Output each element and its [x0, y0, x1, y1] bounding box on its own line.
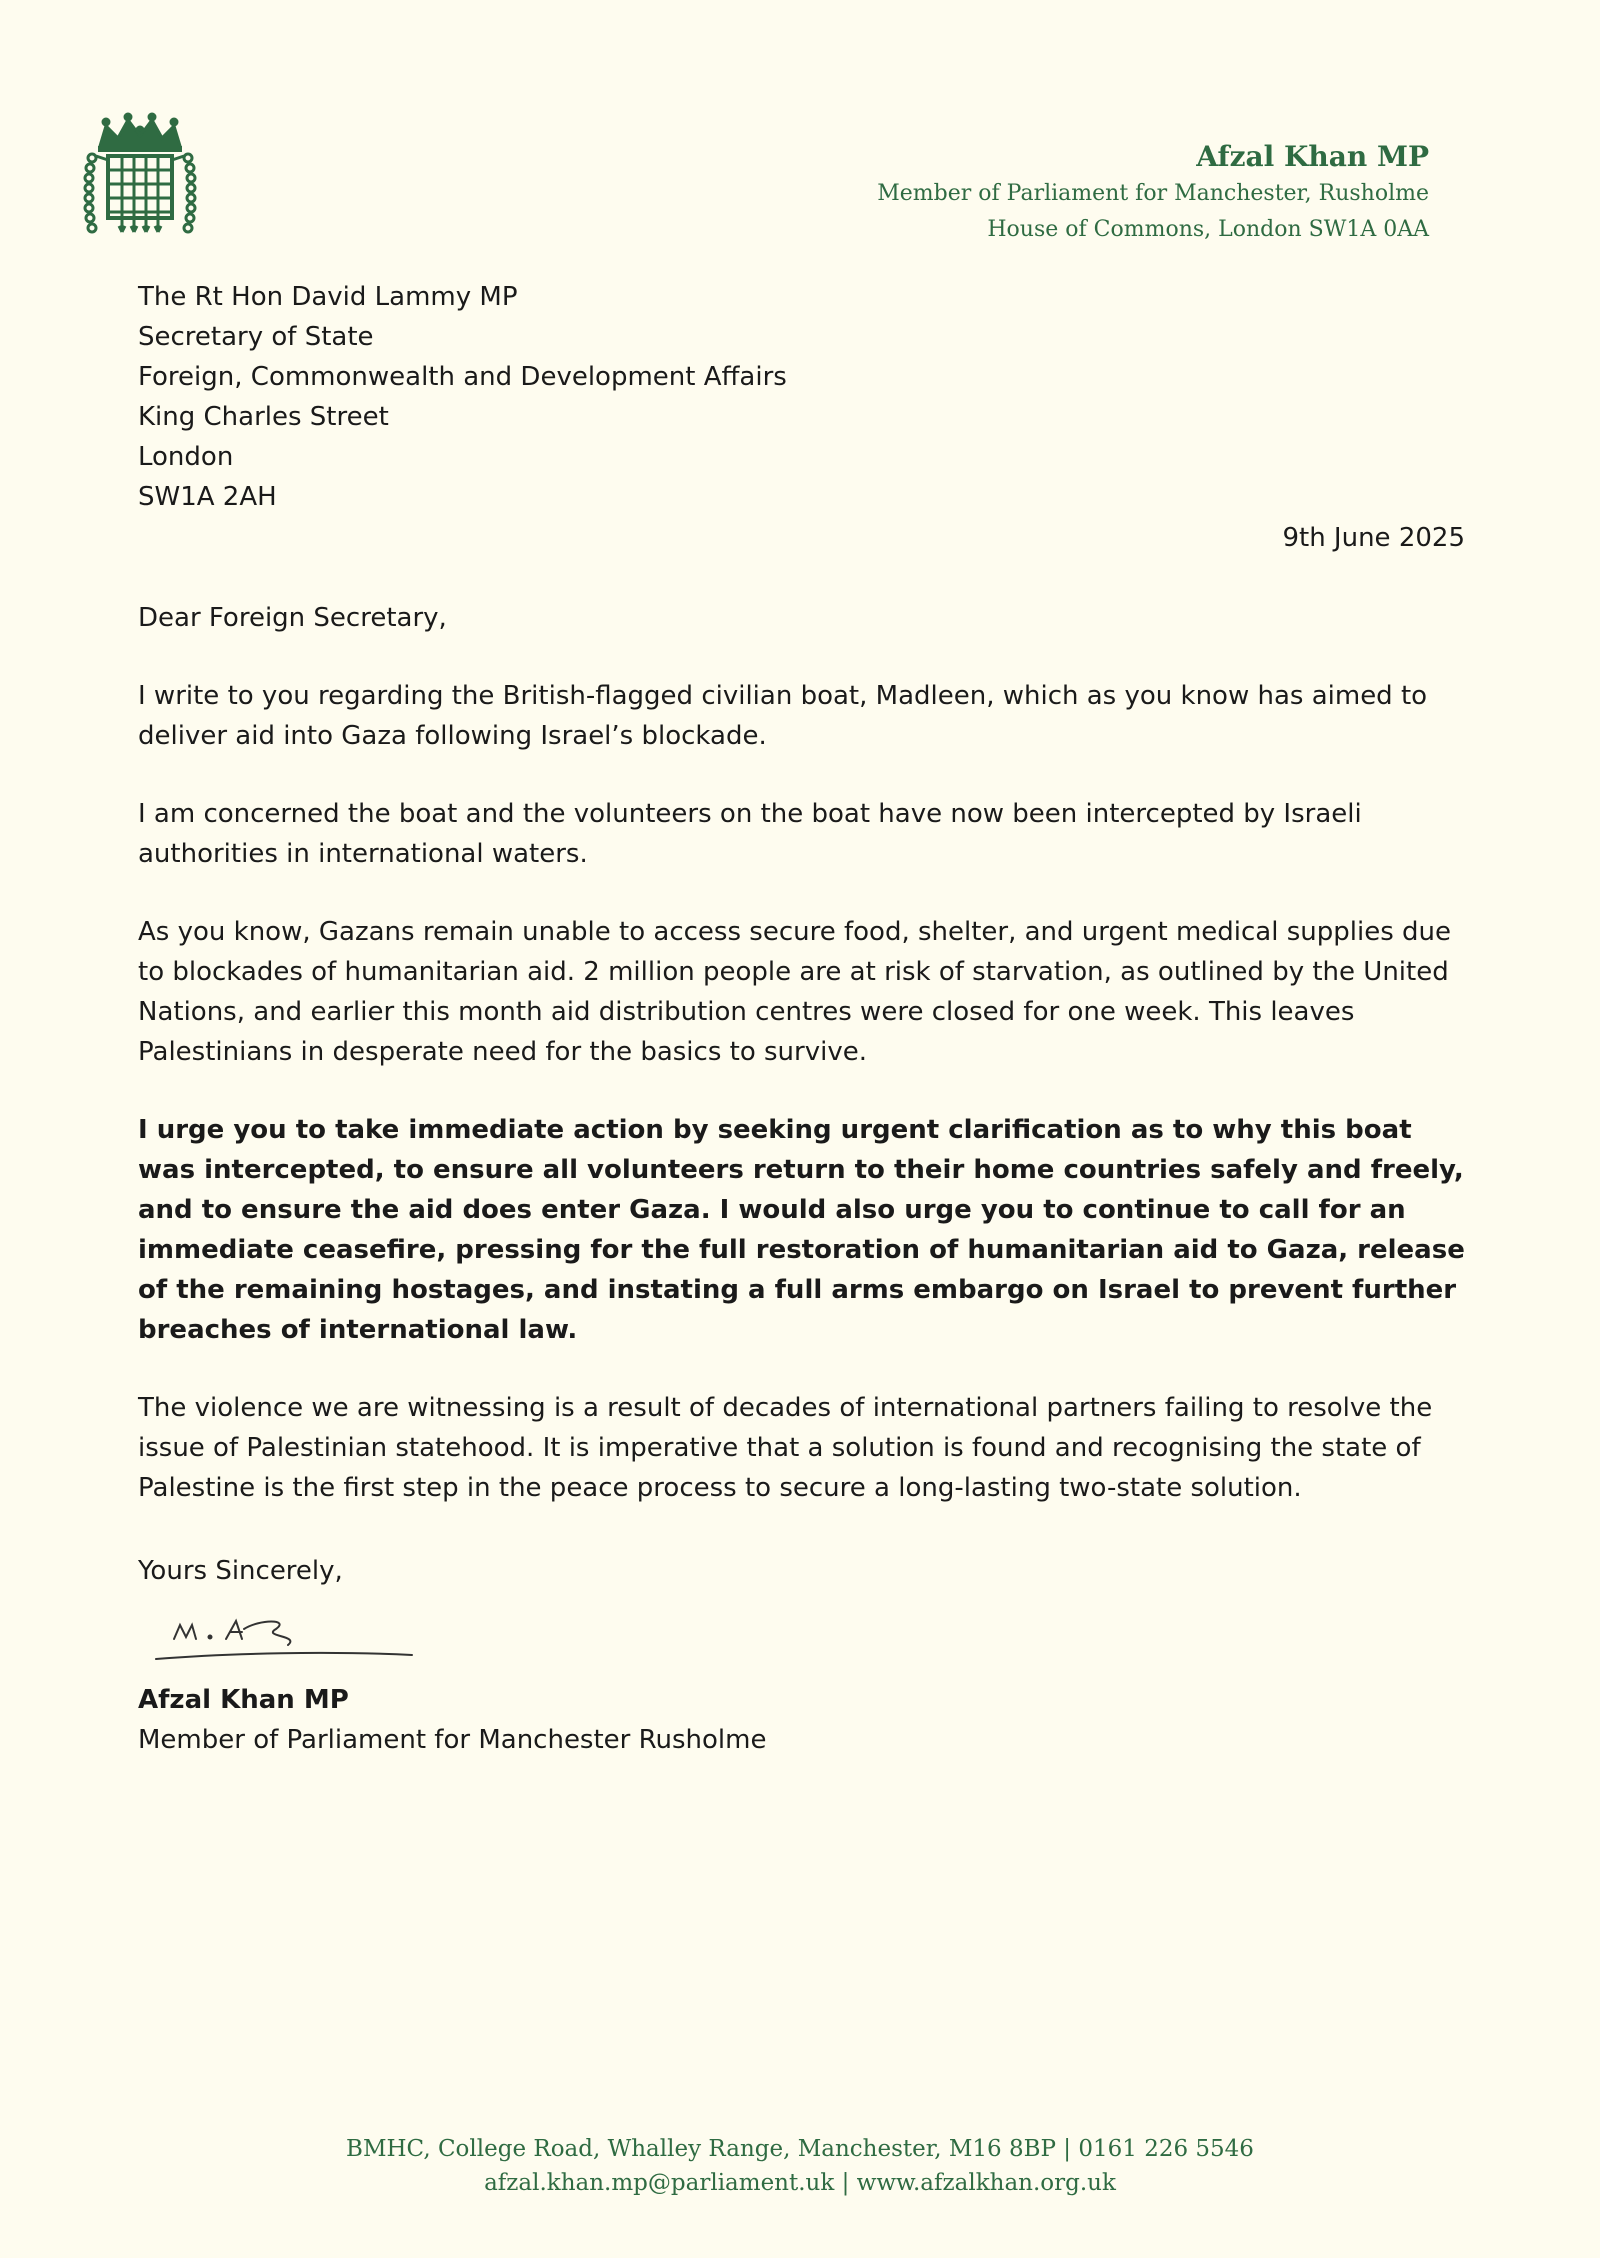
recipient-line: King Charles Street	[138, 402, 389, 432]
portcullis-icon	[78, 112, 202, 242]
letter-date: 9th June 2025	[1282, 523, 1465, 553]
letterhead	[877, 138, 1429, 248]
recipient-line: SW1A 2AH	[138, 482, 277, 512]
body-paragraph: The violence we are witnessing is a result of decades of international partners failing to resolve the issue of Palestinian statehood. It is imperative that a solution is found and recognising the state of Palestine is the first step in the peace process to secure a long-lasting two-state solution.	[138, 1393, 1433, 1503]
body-paragraph-emphasis: I urge you to take immediate action by seeking urgent clarification as to why this boat was intercepted, to ensure all volunteers return to their home countries safely and freely, and to ensure the aid does enter Gaza. I would also urge you to continue to call for an immediate ceasefire, pressing for the full restoration of humanitarian aid to Gaza, release of the remaining hostages, and instating a full arms embargo on Israel to prevent further breaches of international law.	[138, 1115, 1465, 1345]
recipient-line: Foreign, Commonwealth and Development Affairs	[138, 362, 787, 392]
letterhead-address: House of Commons, London SW1A 0AA	[987, 217, 1429, 242]
handwritten-signature	[150, 1605, 430, 1671]
salutation: Dear Foreign Secretary,	[138, 603, 447, 633]
signer-name: Afzal Khan MP	[138, 1685, 349, 1715]
closing: Yours Sincerely,	[138, 1556, 343, 1586]
letterhead-role: Member of Parliament for Manchester, Rusholme	[877, 181, 1429, 206]
letter-body	[138, 598, 1468, 1546]
footer-contact: afzal.khan.mp@parliament.uk | www.afzalkhan.org.uk	[484, 2170, 1116, 2196]
body-paragraph: I am concerned the boat and the volunteers on the boat have now been intercepted by Israeli authorities in international waters.	[138, 799, 1362, 869]
signer-block	[138, 1680, 766, 1760]
letterhead-name: Afzal Khan MP	[1196, 140, 1429, 173]
signer-title: Member of Parliament for Manchester Rusholme	[138, 1725, 767, 1755]
body-paragraph: As you know, Gazans remain unable to access secure food, shelter, and urgent medical supplies due to blockades of humanitarian aid. 2 million people are at risk of starvation, as outlined by the United Nations, and earlier this month aid distribution centres were closed for one week. This leaves Palestinians in desperate need for the basics to survive.	[138, 917, 1451, 1067]
recipient-line: The Rt Hon David Lammy MP	[138, 282, 518, 312]
footer	[0, 2132, 1600, 2200]
body-paragraph: I write to you regarding the British-flagged civilian boat, Madleen, which as you know has aimed to deliver aid into Gaza following Israel’s blockade.	[138, 681, 1428, 751]
footer-address: BMHC, College Road, Whalley Range, Manchester, M16 8BP | 0161 226 5546	[346, 2136, 1254, 2162]
recipient-line: London	[138, 442, 234, 472]
recipient-line: Secretary of State	[138, 322, 374, 352]
recipient-address	[138, 277, 787, 517]
